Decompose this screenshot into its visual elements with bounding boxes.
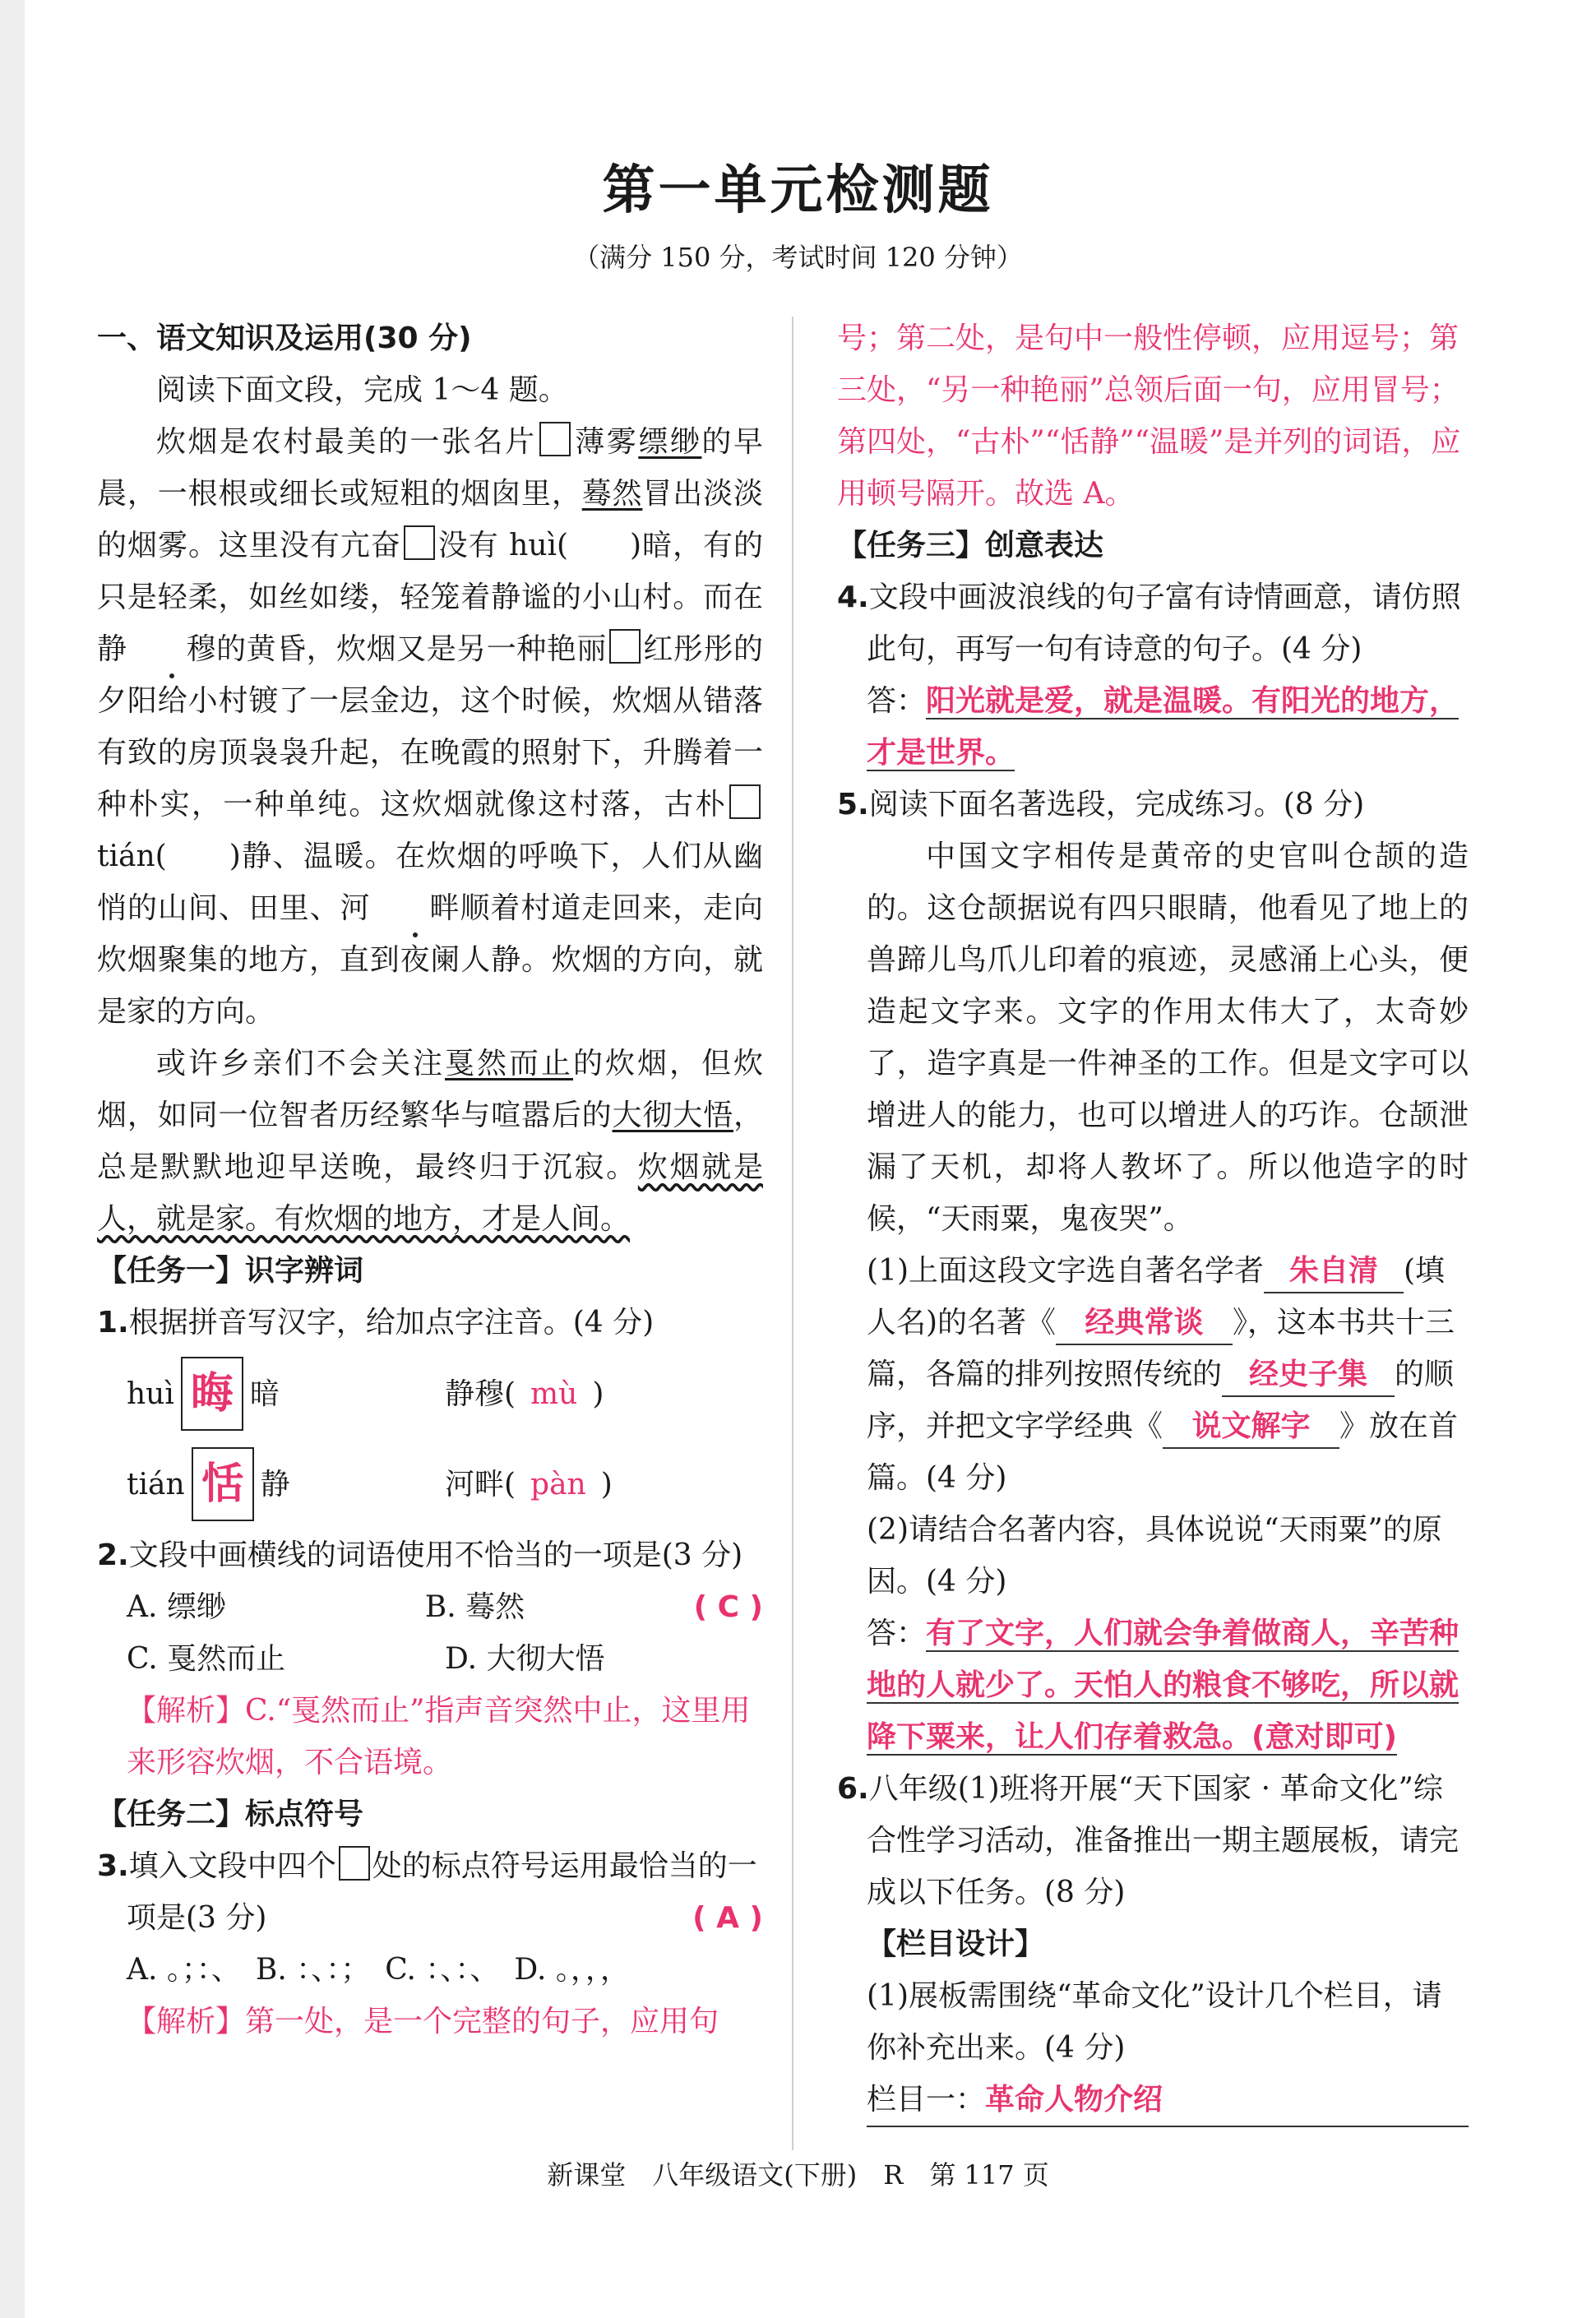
question-number: 1. — [97, 1306, 129, 1339]
question-text: 阅读下面名著选段，完成练习。(8 分) — [868, 788, 1365, 821]
pinyin-row-1 — [97, 1349, 763, 1439]
question-text: 的顺序，并把文字学经典《 — [867, 1358, 1455, 1443]
punctuation-blank-box — [404, 525, 435, 560]
task-heading-1: 【任务一】识字辨词 — [97, 1254, 364, 1288]
pinyin-label: huì — [127, 1376, 174, 1411]
answer-choice: ( C ) — [693, 1590, 763, 1624]
question-1 — [97, 1297, 763, 1349]
pinyin-answer: pàn — [530, 1467, 586, 1501]
page-subtitle: （满分 150 分，考试时间 120 分钟） — [573, 242, 1023, 273]
underlined-word-garan: 戛然而止 — [444, 1047, 573, 1080]
paren-close: ) — [592, 1376, 604, 1411]
passage-text: 顺着村道走回来，走向炊烟聚集的地方，直到夜阑人静。炊烟的方向，就是家的方向。 — [97, 891, 763, 1029]
question-4 — [837, 571, 1469, 675]
fill-order: 经史子集 — [1222, 1354, 1395, 1397]
underlined-word-dache: 大彻大悟 — [612, 1099, 733, 1132]
question-number: 3. — [97, 1849, 129, 1883]
question-text: 文段中画波浪线的句子富有诗情画意，请仿照此句，再写一句有诗意的句子。(4 分) — [867, 581, 1461, 666]
answer-label: 答： — [867, 1617, 927, 1650]
answer-text: 阳光就是爱，就是温暖。有阳光的地方，才是世界。 — [867, 684, 1460, 770]
question-6 — [837, 1763, 1469, 1918]
option-d: D. 大彻大悟 — [445, 1642, 605, 1676]
page-footer: 新课堂 八年级语文(下册) R 第 117 页 — [547, 2159, 1049, 2191]
option-c: C. 戛然而止 — [127, 1642, 286, 1676]
passage-paragraph-2 — [97, 1038, 763, 1245]
passage-text: 薄雾 — [572, 425, 639, 459]
question-text: (填人名)的名著《 — [867, 1254, 1446, 1339]
passage-text: 没有 huì( )暗，有的只是轻柔，如丝如缕，轻笼着静谧的小山村。而在静 — [97, 529, 763, 666]
passage-text: 红彤彤的夕阳给小村镀了一层金边，这个时候，炊烟从错落有致的房顶袅袅升起，在晚霞的照射下，升腾着一种朴实，一种单纯。这炊烟就像这村落，古朴 — [97, 632, 763, 821]
answer-char-box: 晦 — [181, 1357, 243, 1431]
question-5 — [837, 779, 1469, 831]
left-column — [97, 312, 763, 2047]
pinyin-row-2 — [97, 1439, 763, 1529]
question-5-part-1 — [837, 1245, 1469, 1504]
passage-text: 的黄昏，炊烟又是另一种艳丽 — [215, 632, 607, 666]
column-1-line — [867, 2074, 1469, 2127]
option-a: A. 缥缈 — [127, 1590, 226, 1624]
answer-text: 有了文字，人们就会争着做商人，辛苦种地的人就少了。天怕人的粮食不够吃，所以就降下粟来，让人们存着救急。(意对即可) — [867, 1617, 1460, 1754]
underlined-word-piaomiao: 缥缈 — [638, 425, 702, 459]
passage-text: ，总是默默地迎早送晚，最终归于沉寂。 — [97, 1099, 763, 1184]
section-title: 一、语文知识及运用(30 分) — [97, 322, 472, 355]
pinyin-suffix: 静 — [260, 1467, 290, 1501]
passage-text: 冒出淡淡的烟雾。这里没有亢奋 — [97, 477, 763, 562]
answer-label: 答： — [867, 684, 927, 718]
word-label: 静穆( — [445, 1376, 516, 1411]
passage-text: 的早晨，一根根或细长或短粗的烟囱里， — [97, 425, 763, 511]
question-text: 处的标点符号运用最恰当的一项是(3 分) — [127, 1849, 757, 1935]
page-title: 第一单元检测题 — [602, 160, 994, 221]
answer-char-box: 恬 — [192, 1447, 254, 1521]
answer-q5-part-2 — [837, 1608, 1469, 1763]
passage-intro: 阅读下面文段，完成 1～4 题。 — [156, 373, 568, 407]
passage-text: tián( )静、温暖。在炊烟的呼唤下，人们从幽悄的山间、田里、河 — [97, 840, 763, 925]
question-3 — [97, 1840, 763, 1944]
question-number: 2. — [97, 1538, 129, 1572]
pinyin-item-a — [127, 1357, 445, 1431]
pinyin-item-c — [127, 1447, 445, 1521]
passage-text: 或许乡亲们不会关注 — [156, 1047, 445, 1080]
column-divider — [792, 317, 793, 2150]
question-text: 文段中画横线的词语使用不恰当的一项是(3 分) — [128, 1538, 743, 1572]
fill-first-book: 说文解字 — [1163, 1406, 1339, 1449]
question-text: 》，这本书共十三篇，各篇的排列按照传统的 — [867, 1306, 1455, 1391]
question-number: 4. — [837, 581, 869, 614]
analysis-q3-start: 【解析】第一处，是一个完整的句子，应用句 — [127, 2005, 719, 2038]
design-heading: 【栏目设计】 — [867, 1927, 1045, 1961]
pinyin-suffix: 暗 — [249, 1376, 280, 1411]
analysis-q3-continued: 号；第二处，是句中一般性停顿，应用逗号；第三处，“另一种艳丽”总领后面一句，应用冒号；第四处，“古朴”“恬静”“温暖”是并列的词语，应用顿号隔开。故选 A。 — [837, 322, 1461, 511]
punctuation-blank-box — [339, 1846, 370, 1881]
punctuation-blank-box — [609, 629, 641, 664]
dotted-char: 穆 — [127, 623, 216, 675]
pinyin-answer: mù — [530, 1376, 578, 1411]
punctuation-blank-box — [539, 422, 571, 456]
task-heading-3: 【任务三】创意表达 — [837, 529, 1104, 562]
passage-text: 炊烟是农村最美的一张名片 — [156, 425, 537, 459]
options-q3: A. 。；：、 B. ：、：； C. ：、：、 D. 。，，， — [127, 1953, 630, 1987]
column-answer: 革命人物介绍 — [985, 2083, 1163, 2117]
wavy-underlined-sentence: 炊烟就是人，就是家。有炊烟的地方，才是人间。 — [97, 1150, 763, 1236]
question-text: 八年级(1)班将开展“天下国家 · 革命文化”综合性学习活动，准备推出一期主题展板，请完成以下任务。(8 分) — [867, 1772, 1460, 1909]
answer-q4 — [837, 675, 1469, 779]
task-heading-2: 【任务二】标点符号 — [97, 1797, 364, 1831]
right-column — [837, 312, 1469, 2127]
options-row — [97, 1633, 763, 1685]
paren-close: ) — [600, 1467, 613, 1501]
question-6-part-1: (1)展板需围绕“革命文化”设计几个栏目，请你补充出来。(4 分) — [867, 1979, 1442, 2065]
option-b: B. 蓦然 — [424, 1590, 525, 1624]
question-text: (1)上面这段文字选自著名学者 — [867, 1254, 1264, 1288]
options-row — [97, 1581, 724, 1633]
passage-paragraph-1 — [97, 416, 763, 1038]
pinyin-item-d — [445, 1459, 763, 1511]
question-number: 5. — [837, 788, 869, 821]
pinyin-item-b — [445, 1368, 763, 1420]
column-label: 栏目一： — [867, 2083, 986, 2117]
excerpt: 中国文字相传是黄帝的史官叫仓颉的造的。这仓颉据说有四只眼睛，他看见了地上的兽蹄儿鸟爪儿印着的痕迹，灵感涌上心头，便造起文字来。文字的作用太伟大了，太奇妙了，造字真是一件神圣的工作。但是文字可以增进人的能力，也可以增进人的巧诈。仓颉泄漏了天机，却将人教坏了。所以他造字的时候，“天雨粟，鬼夜哭”。 — [867, 840, 1469, 1236]
question-text: 》放在首篇。(4 分) — [867, 1409, 1459, 1495]
passage-text: 的炊烟，但炊烟，如同一位智者历经繁华与喧嚣后的 — [97, 1047, 763, 1132]
underlined-word-moran: 蓦然 — [581, 477, 643, 511]
analysis-q2: 【解析】C.“戛然而止”指声音突然中止，这里用来形容炊烟，不合语境。 — [127, 1694, 751, 1779]
question-5-part-2: (2)请结合名著内容，具体说说“天雨粟”的原因。(4 分) — [867, 1513, 1442, 1599]
dotted-char: 畔 — [371, 882, 460, 934]
fill-author: 朱自清 — [1264, 1251, 1404, 1293]
question-text: 根据拼音写汉字，给加点字注音。(4 分) — [128, 1306, 655, 1339]
scan-edge-shadow — [0, 0, 25, 2318]
punctuation-blank-box — [729, 784, 761, 819]
answer-choice: ( A ) — [692, 1901, 763, 1935]
question-number: 6. — [837, 1772, 869, 1806]
question-text: 填入文段中四个 — [128, 1849, 336, 1883]
pinyin-label: tián — [127, 1467, 185, 1501]
word-label: 河畔( — [445, 1467, 516, 1501]
fill-book: 经典常谈 — [1056, 1302, 1233, 1345]
